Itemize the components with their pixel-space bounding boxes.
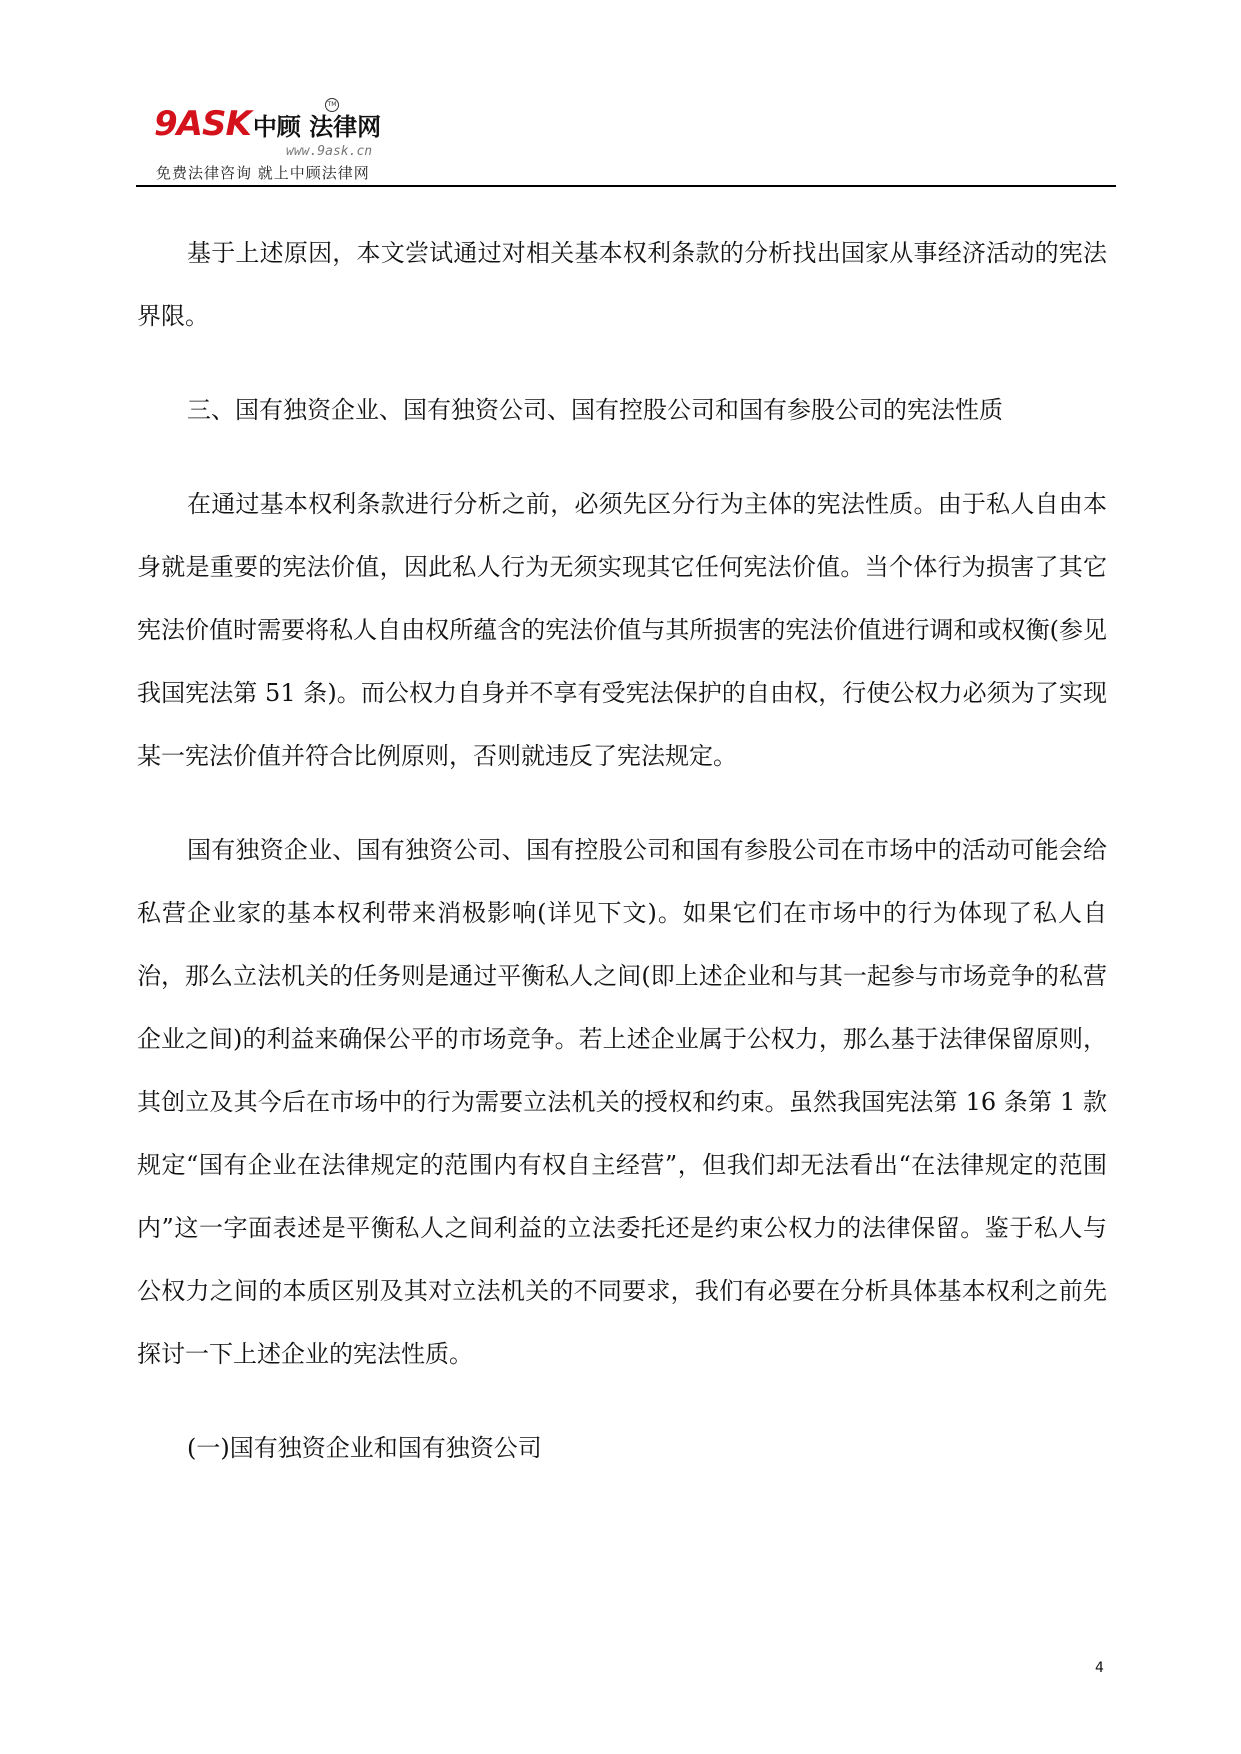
logo-wordmark	[154, 104, 381, 144]
page-number: 4	[1095, 1660, 1104, 1676]
logo-url: www.9ask.cn	[286, 144, 373, 159]
document-body	[137, 222, 1107, 1480]
logo-slogan: 免费法律咨询 就上中顾法律网	[156, 164, 370, 182]
page-header	[136, 92, 1116, 187]
logo-name: 中顾 法律网	[252, 113, 382, 141]
section-heading: 三、国有独资企业、国有独资公司、国有控股公司和国有参股公司的宪法性质	[187, 396, 1003, 424]
header-divider	[136, 185, 1116, 187]
paragraph: 国有独资企业、国有独资公司、国有控股公司和国有参股公司在市场中的活动可能会给私营企业家的基本权利带来消极影响(详见下文)。如果它们在市场中的行为体现了私人自治，那么立法机关的任务则是通过平衡私人之间(即上述企业和与其一起参与市场竞争的私营企业之间)的利益来确保公平的市场竞争。若上述企业属于公权力，那么基于法律保留原则，其创立及其今后在市场中的行为需要立法机关的授权和约束。虽然我国宪法第 16 条第 1 款规定“国有企业在法律规定的范围内有权自主经营”，但我们却无法看出“在法律规定的范围内”这一字面表述是平衡私人之间利益的立法委托还是约束公权力的法律保留。鉴于私人与公权力之间的本质区别及其对立法机关的不同要求，我们有必要在分析具体基本权利之前先探讨一下上述企业的宪法性质。	[137, 836, 1107, 1368]
paragraph-spacer	[137, 348, 1107, 379]
paragraph-spacer	[137, 788, 1107, 819]
paragraph-spacer	[137, 1386, 1107, 1417]
subsection-heading: (一)国有独资企业和国有独资公司	[187, 1434, 542, 1462]
trademark-icon: TM	[325, 98, 339, 112]
paragraph-spacer	[137, 442, 1107, 473]
logo-brand: 9ASK	[154, 104, 251, 144]
paragraph: 在通过基本权利条款进行分析之前，必须先区分行为主体的宪法性质。由于私人自由本身就是重要的宪法价值，因此私人行为无须实现其它任何宪法价值。当个体行为损害了其它宪法价值时需要将私人自由权所蕴含的宪法价值与其所损害的宪法价值进行调和或权衡(参见我国宪法第 51 条)。而公权力自身并不享有受宪法保护的自由权，行使公权力必须为了实现某一宪法价值并符合比例原则，否则就违反了宪法规定。	[137, 490, 1107, 770]
paragraph: 基于上述原因，本文尝试通过对相关基本权利条款的分析找出国家从事经济活动的宪法界限。	[137, 239, 1107, 330]
site-logo[interactable]	[154, 101, 414, 182]
